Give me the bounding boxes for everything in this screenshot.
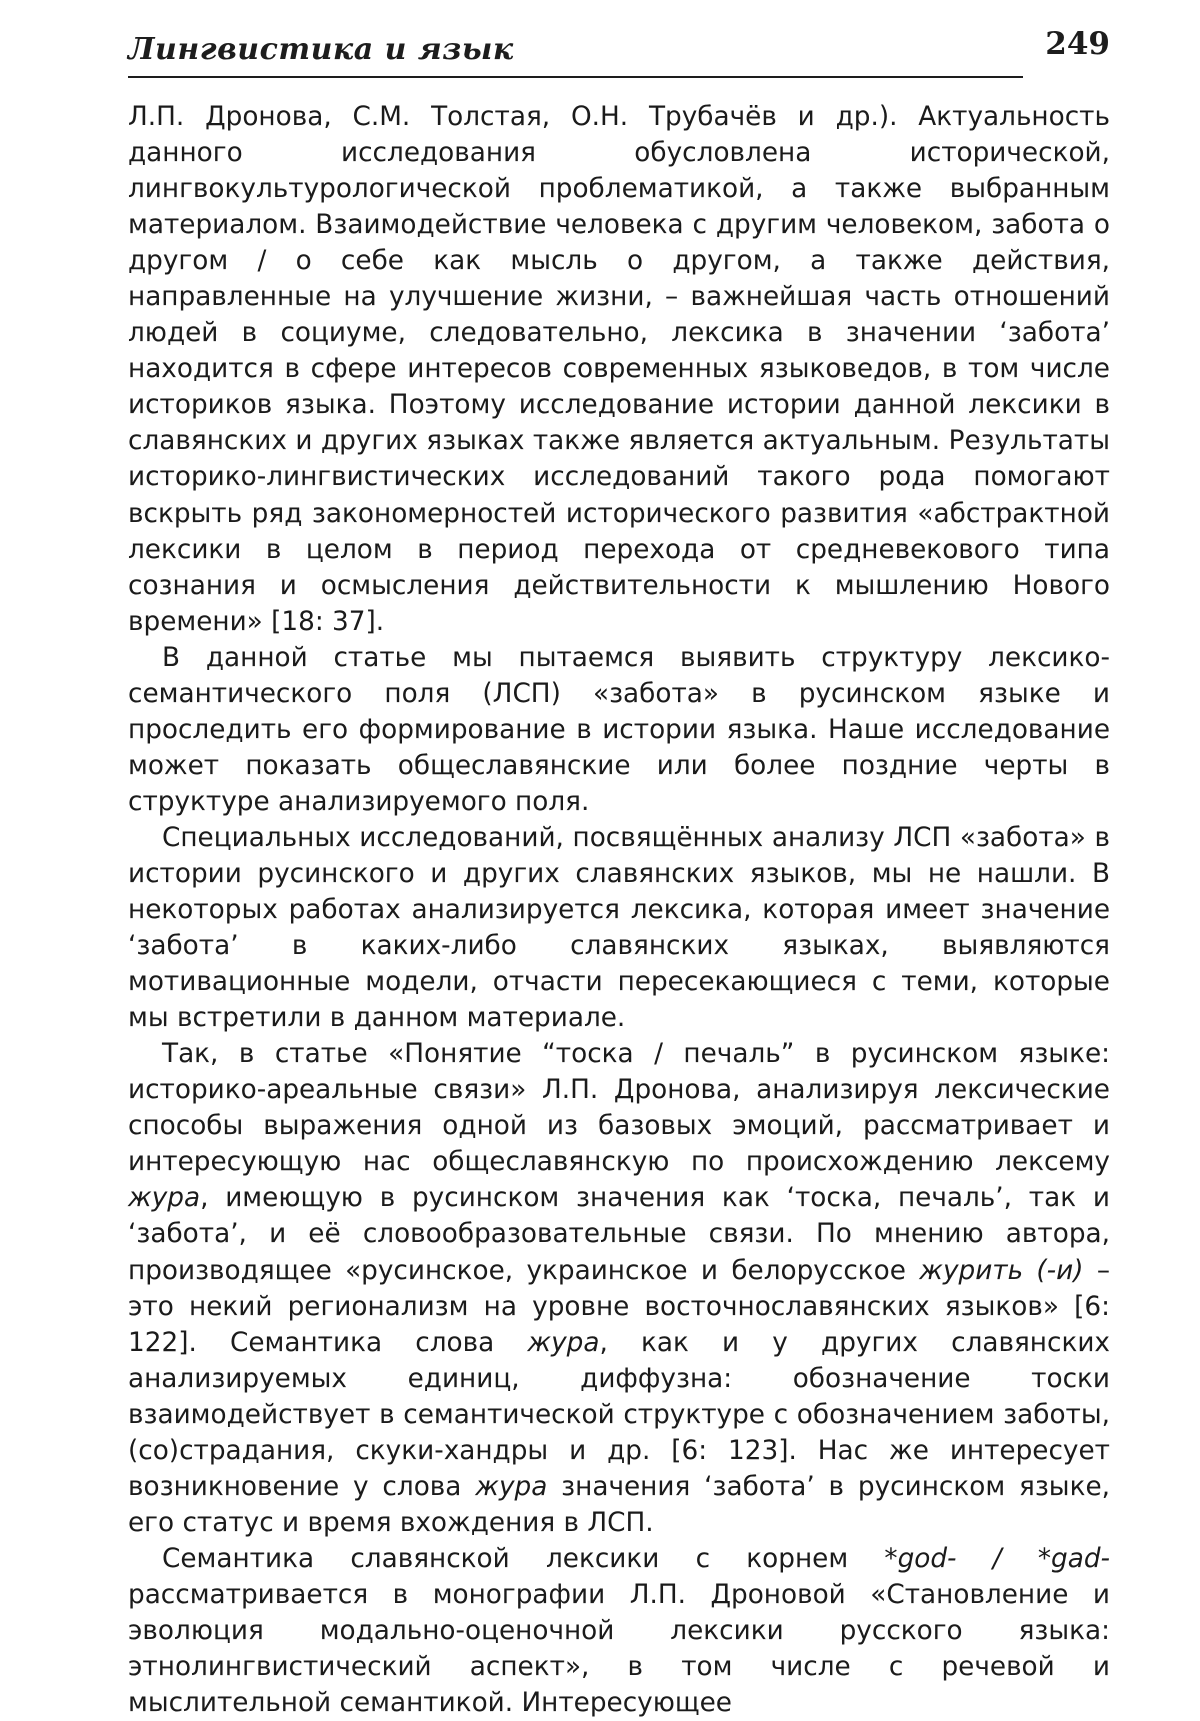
text-run: значения ‘забота’ в русинском языке, его статус и время вхождения в ЛСП. — [128, 1471, 1110, 1538]
italic-term: жура — [475, 1471, 548, 1502]
italic-term: журить (-и) — [919, 1255, 1084, 1286]
text-run: рассматривается в монографии Л.П. Дроновой «Становление и эволюция модально-оценочной лексики русского языка: этнолингвистический аспект», в том числе с речевой и мыслительной семантикой. Интересующее — [128, 1579, 1110, 1719]
italic-term: *god- / *gad- — [884, 1543, 1111, 1574]
text-run: , имеющую в русинском значения как ‘тоска, печаль’, так и ‘забота’, и её словообразовательные связи. По мнению автора, производящее «русинское, украинское и белорусское — [128, 1183, 1110, 1286]
header-rule — [128, 76, 1023, 78]
paragraph — [128, 820, 1110, 1036]
italic-term: жура — [527, 1327, 600, 1358]
paragraph — [128, 99, 1110, 640]
page-number: 249 — [1045, 26, 1110, 62]
running-header — [128, 22, 1110, 77]
paragraph — [128, 640, 1110, 820]
body-text — [128, 99, 1110, 1721]
running-title: Лингвистика и язык — [128, 32, 514, 67]
text-run: Специальных исследований, посвящённых анализу ЛСП «забота» в истории русинского и других славянских языков, мы не нашли. В некоторых работах анализируется лексика, которая имеет значение ‘забота’ в каких-либо славянских языках, выявляются мотивационные модели, отчасти пересекающиеся с теми, которые мы встретили в данном материале. — [128, 822, 1110, 1034]
paragraph — [128, 1541, 1110, 1721]
text-run: Так, в статье «Понятие “тоска / печаль” в русинском языке: историко-ареальные связи» Л.П. Дронова, анализируя лексические способы выражения одной из базовых эмоций, рассматривает и интересующую нас общеславянскую по происхождению лексему — [128, 1039, 1110, 1178]
text-run: Семантика славянской лексики с корнем — [162, 1543, 885, 1574]
text-run: – это некий регионализм на уровне восточнославянских языков» [6: 122]. Семантика слова — [128, 1255, 1110, 1358]
text-run: В данной статье мы пытаемся выявить структуру лексико-семантического поля (ЛСП) «забота» в русинском языке и проследить его формирование в истории языка. Наше исследование может показать общеславянские или более поздние черты в структуре анализируемого поля. — [128, 642, 1110, 817]
text-run: , как и у других славянских анализируемых единиц, диффузна: обозначение тоски взаимодействует в семантической структуре с обозначением заботы, (со)страдания, скуки-хандры и др. [6: 123]. Нас же интересует возникновение у слова — [128, 1327, 1110, 1502]
paragraph — [128, 1036, 1110, 1541]
italic-term: жура — [128, 1183, 201, 1214]
text-run: Л.П. Дронова, С.М. Толстая, О.Н. Трубачёв и др.). Актуальность данного исследования обусловлена исторической, лингвокультурологической проблематикой, а также выбранным материалом. Взаимодействие человека с другим человеком, забота о другом / о себе как мысль о другом, а также действия, направленные на улучшение жизни, – важнейшая часть отношений людей в социуме, следовательно, лексика в значении ‘забота’ находится в сфере интересов современных языковедов, в том числе историков языка. Поэтому исследование истории данной лексики в славянских и других языках также является актуальным. Результаты историко-лингвистических исследований такого рода помогают вскрыть ряд закономерностей исторического развития «абстрактной лексики в целом в период перехода от средневекового типа сознания и осмысления действительности к мышлению Нового времени» [18: 37]. — [128, 102, 1110, 637]
